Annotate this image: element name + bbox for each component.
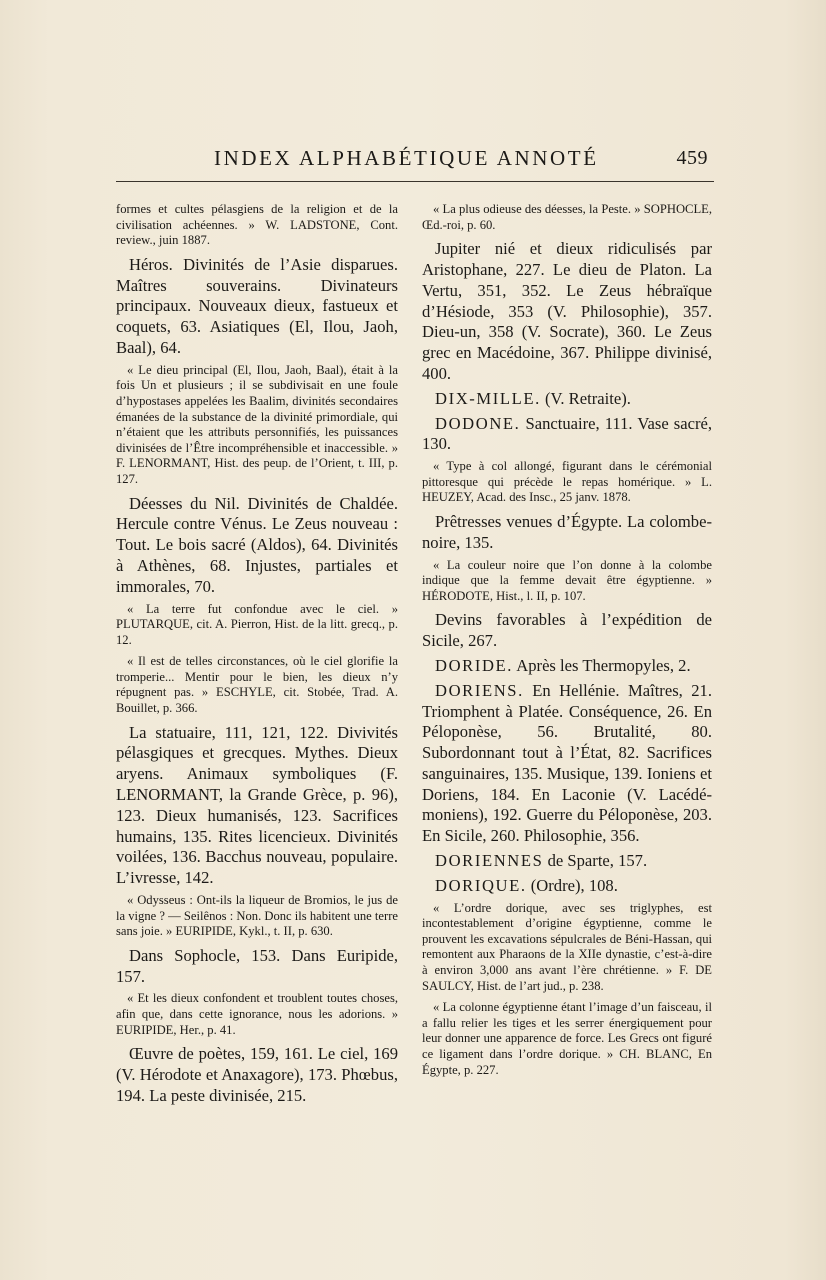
index-paragraph: Héros. Divinités de l’Asie disparues. Maîtres souverains. Divinateurs principaux. Nouveaux dieux, fastueux et coquets, 63. Asiatiques (El, Ilou, Jaoh, Baal), 64. (116, 254, 398, 357)
index-paragraph: La statuaire, 111, 121, 122. Divivités pélasgiques et grecques. Mythes. Dieux aryens. Animaux symboliques (F. LENORMANT, la Grande Grèce, p. 96), 123. Dieux humanisés, 123. Sacrifices humains, 135. Rites licencieux. Divinités voilées, 136. Bacchus nouveau, populaire. L’ivresse, 142. (116, 722, 398, 888)
index-paragraph: Jupiter nié et dieux ridiculisés par Aristophane, 227. Le dieu de Platon. La Vertu, 351, 352. Le Zeus hébraïque d’Hésiode, 353 (V. Philosophie), 357. Dieu-un, 358 (V. Socrate), 360. Le Zeus grec en Macédoine, 367. Philippe divinisé, 400. (422, 239, 712, 383)
index-paragraph: Devins favorables à l’expédition de Sicile, 267. (422, 610, 712, 651)
index-entry-dodone (422, 414, 712, 456)
quote-block: « Type à col allongé, figurant dans le cérémonial pittoresque qui précède le repas homérique. » L. HEUZEY, Acad. des Insc., 25 janv. 1878. (422, 459, 712, 505)
entry-keyword: DORIDE. (435, 655, 514, 675)
page-number: 459 (676, 147, 708, 169)
entry-text: En Hellénie. Maîtres, 21. Triomphent à Platée. Conséquence, 26. En Péloponèse, 56. Brutalité, 80. Subordonnant tout à l’État, 82. Sacrifices sanguinaires, 135. Musique, 139. Ioniens et Doriens, 184. En Laconie (V. Lacédémoniens), 192. Guerre du Péloponèse, 203. En Sicile, 260. Philosophie, 356. (422, 680, 712, 846)
quote-block: « La colonne égyptienne étant l’image d’un faisceau, il a fallu relier les tiges et les serrer énergiquement pour leur donner une apparence de force. Les Grecs ont figuré ce ligament dans l’ordre dorique. » CH. BLANC, En Égypte, p. 227. (422, 1000, 712, 1077)
quote-block: « Le dieu principal (El, Ilou, Jaoh, Baal), était à la fois Un et plusieurs ; il se subdivisait en une foule d’hypostases appelées les Baalim, divinités secondaires émanées de la substance de la divinité primordiale, qui n’étaient que les attributs personnifiés, les puissances divinisées de l’Être incompréhensible et inaccessible. » F. LENORMANT, Hist. des peup. de l’Orient, t. III, p. 127. (116, 362, 398, 486)
header-rule (116, 181, 714, 182)
index-paragraph: Prêtresses venues d’Égypte. La colombe-noire, 135. (422, 511, 712, 552)
entry-text: de Sparte, 157. (543, 851, 648, 871)
index-entry-doriens (422, 681, 712, 847)
right-column (422, 202, 712, 1084)
left-column (116, 202, 398, 1111)
quote-block: « L’ordre dorique, avec ses triglyphes, est incontestablement d’origine égyptienne, comme le prouvent les excavations sépulcrales de Béni-Hassan, qui remontent aux Pharaons de la XIIe dynastie, c’est-à-dire à environ 3,000 ans avant l’ère chrétienne. » F. DE SAULCY, Hist. de l’art jud., p. 238. (422, 900, 712, 993)
index-entry-dix-mille (422, 389, 712, 410)
quote-block: « La couleur noire que l’on donne à la colombe indique que la femme devait être égyptienne. » HÉRODOTE, Hist., l. II, p. 107. (422, 557, 712, 603)
index-paragraph: Déesses du Nil. Divinités de Chaldée. Hercule contre Vénus. Le Zeus nouveau : Tout. Le bois sacré (Aldos), 64. Divinités à Athènes, 68. Injustes, partiales et immorales, 70. (116, 493, 398, 596)
entry-text: (Ordre), 108. (526, 875, 618, 895)
entry-text: Sanctuaire, 111. Vase sacré, 130. (422, 413, 712, 454)
entry-keyword: DODONE. (435, 413, 521, 433)
quote-block: « Il est de telles circonstances, où le ciel glorifie la tromperie... Mentir pour le bien, les dieux n’y répugnent pas. » ESCHYLE, cit. Stobée, Trad. A. Bouillet, p. 366. (116, 654, 398, 716)
entry-keyword: DORIENNES (435, 851, 544, 871)
entry-text: (V. Retraite). (540, 388, 631, 408)
quote-block: « Odysseus : Ont-ils la liqueur de Bromios, le jus de la vigne ? — Seilênos : Non. Donc ils habitent une terre sans joie. » EURIPIDE, Kykl., t. II, p. 630. (116, 893, 398, 939)
entry-keyword: DORIQUE. (435, 875, 527, 895)
page-title: INDEX ALPHABÉTIQUE ANNOTÉ (214, 146, 599, 170)
index-entry-dorique (422, 876, 712, 897)
entry-keyword: DORIENS. (435, 680, 524, 700)
index-paragraph: Œuvre de poètes, 159, 161. Le ciel, 169 (V. Hérodote et Anaxagore), 173. Phœbus, 194. La peste divinisée, 215. (116, 1044, 398, 1105)
quote-block: « La plus odieuse des déesses, la Peste. » SOPHOCLE, Œd.-roi, p. 60. (422, 202, 712, 232)
entry-text: Après les Thermopyles, 2. (513, 655, 691, 675)
index-entry-doride (422, 656, 712, 677)
quote-block: formes et cultes pélasgiens de la religion et de la civilisation achéennes. » W. LADSTONE, Cont. review., juin 1887. (116, 202, 398, 248)
entry-keyword: DIX-MILLE. (435, 388, 541, 408)
index-entry-doriennes (422, 851, 712, 872)
running-header (116, 146, 708, 172)
index-paragraph: Dans Sophocle, 153. Dans Euripide, 157. (116, 945, 398, 986)
quote-block: « Et les dieux confondent et troublent toutes choses, afin que, dans cette ignorance, nous les adorions. » EURIPIDE, Her., p. 41. (116, 991, 398, 1037)
quote-block: « La terre fut confondue avec le ciel. » PLUTARQUE, cit. A. Pierron, Hist. de la litt. grecq., p. 12. (116, 601, 398, 647)
